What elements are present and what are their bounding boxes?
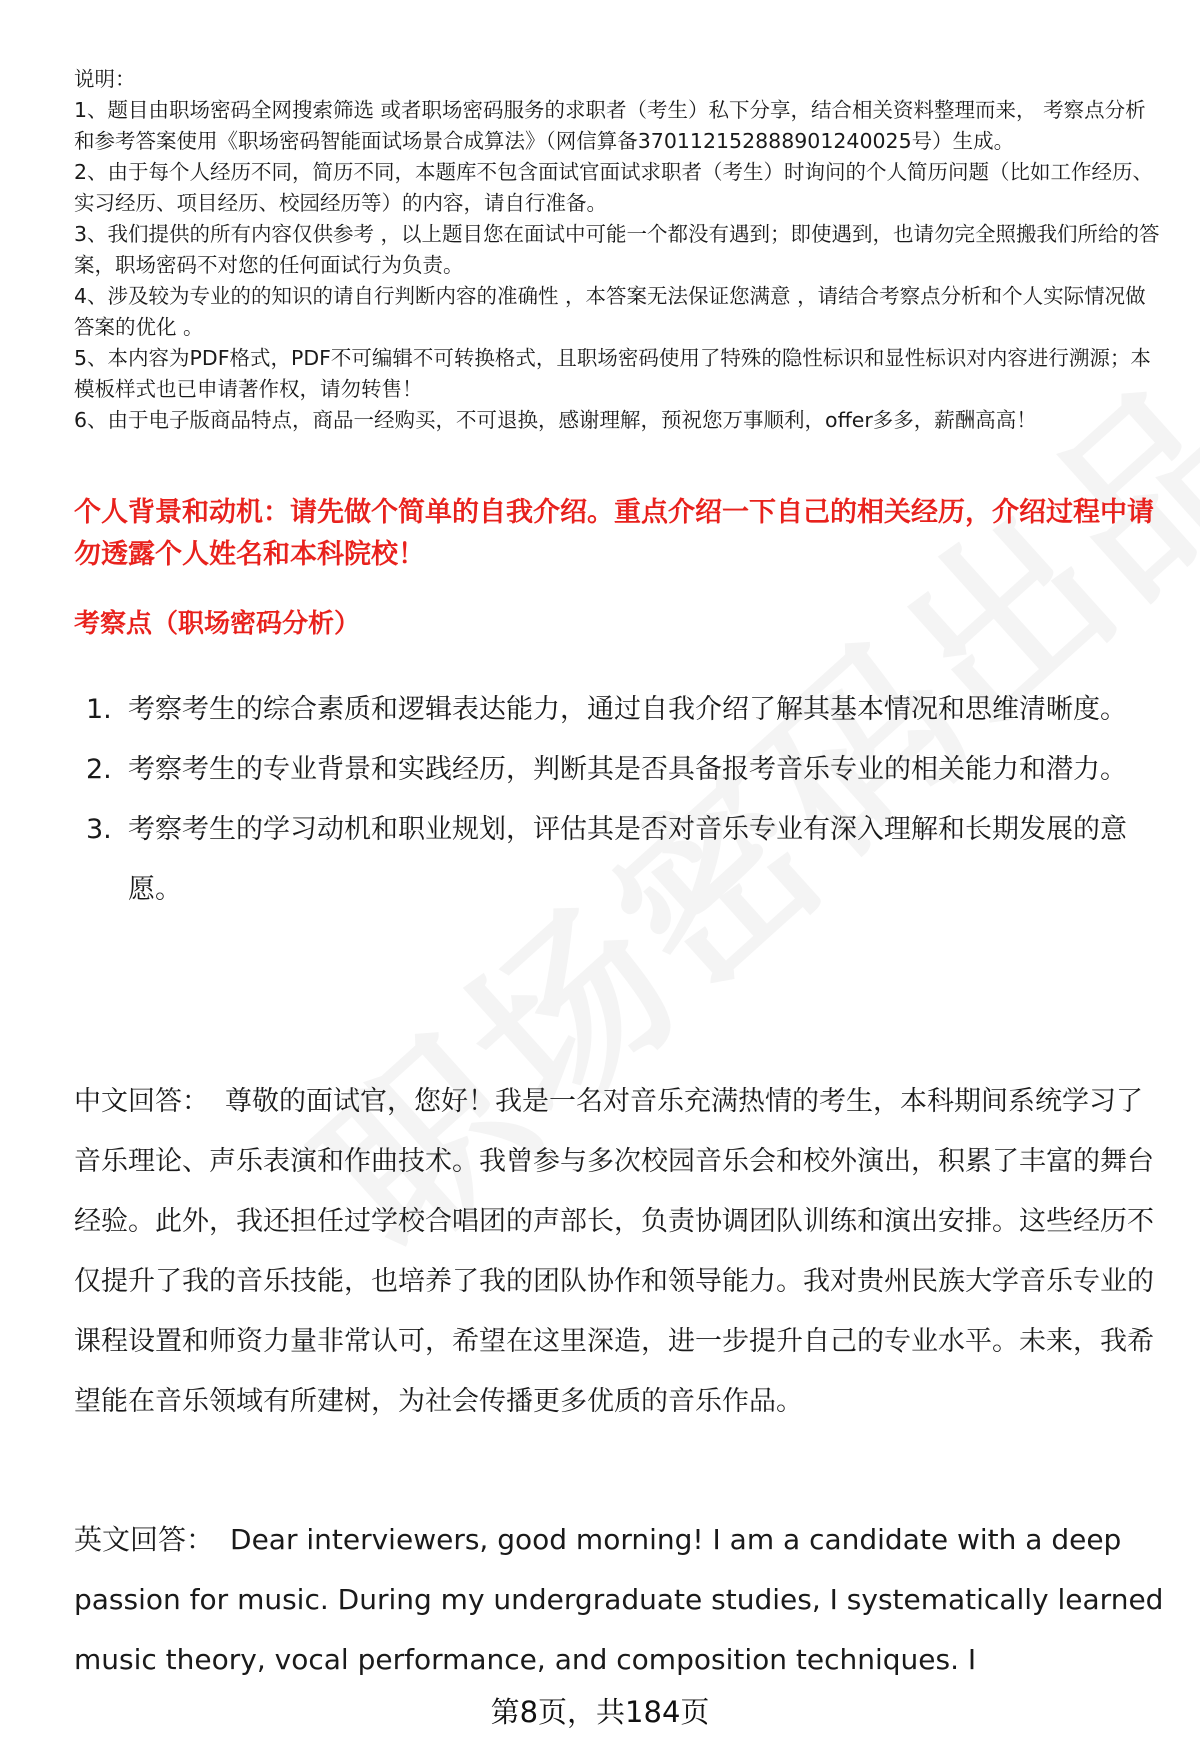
chinese-answer-text: 尊敬的面试官，您好！我是一名对音乐充满热情的考生，本科期间系统学习了音乐理论、声乐表演和作曲技术。我曾参与多次校园音乐会和校外演出，积累了丰富的舞台经验。此外，我还担任过学校合唱团的声部长，负责协调团队训练和演出安排。这些经历不仅提升了我的音乐技能，也培养了我的团队协作和领导能力。我对贵州民族大学音乐专业的课程设置和师资力量非常认可，希望在这里深造，进一步提升自己的专业水平。未来，我希望能在音乐领域有所建树，为社会传播更多优质的音乐作品。 [74, 1086, 1154, 1417]
point-text: 考察考生的专业背景和实践经历，判断其是否具备报考音乐专业的相关能力和潜力。 [128, 754, 1127, 785]
point-number: 1. [86, 694, 112, 725]
analysis-points [74, 680, 1154, 920]
notes-heading: 说明： [74, 67, 136, 91]
analysis-point [74, 740, 1154, 800]
note-item: 5、本内容为PDF格式，PDF不可编辑不可转换格式，且职场密码使用了特殊的隐性标识和显性标识对内容进行溯源；本模板样式也已申请著作权，请勿转售！ [74, 346, 1151, 401]
chinese-answer [74, 1072, 1164, 1432]
point-text: 考察考生的学习动机和职业规划，评估其是否对音乐专业有深入理解和长期发展的意愿。 [128, 814, 1127, 905]
point-number: 2. [86, 754, 112, 785]
analysis-point [74, 800, 1154, 920]
english-answer [74, 1510, 1164, 1690]
note-item: 1、题目由职场密码全网搜索筛选 或者职场密码服务的求职者（考生）私下分享，结合相关资料整理而来， 考察点分析和参考答案使用《职场密码智能面试场景合成算法》（网信算备370112152888901240025号）生成。 [74, 98, 1146, 153]
interview-question: 个人背景和动机：请先做个简单的自我介绍。重点介绍一下自己的相关经历，介绍过程中请勿透露个人姓名和本科院校！ [74, 497, 1154, 570]
note-item: 6、由于电子版商品特点，商品一经购买，不可退换，感谢理解，预祝您万事顺利，offer多多，薪酬高高！ [74, 408, 1037, 432]
note-item: 3、我们提供的所有内容仅供参考 ，以上题目您在面试中可能一个都没有遇到；即使遇到，也请勿完全照搬我们所给的答案，职场密码不对您的任何面试行为负责。 [74, 222, 1160, 277]
note-item: 2、由于每个人经历不同，简历不同，本题库不包含面试官面试求职者（考生）时询问的个人简历问题（比如工作经历、实习经历、项目经历、校园经历等）的内容，请自行准备。 [74, 160, 1154, 215]
analysis-point [74, 680, 1154, 740]
english-answer-label: 英文回答： [74, 1523, 215, 1556]
page-number: 第8页，共184页 [490, 1695, 710, 1729]
disclaimer-notes [74, 64, 1164, 436]
analysis-title: 考察点（职场密码分析） [74, 609, 361, 639]
english-answer-text: Dear interviewers, good morning! I am a candidate with a deep passion for music. During my undergraduate studies, I systematically learned music theory, vocal performance, and composition techniques. I [74, 1523, 1164, 1676]
chinese-answer-label: 中文回答： [74, 1086, 209, 1117]
point-text: 考察考生的综合素质和逻辑表达能力，通过自我介绍了解其基本情况和思维清晰度。 [128, 694, 1127, 725]
point-number: 3. [86, 814, 112, 845]
note-item: 4、涉及较为专业的的知识的请自行判断内容的准确性 ，本答案无法保证您满意 ，请结合考察点分析和个人实际情况做答案的优化 。 [74, 284, 1146, 339]
